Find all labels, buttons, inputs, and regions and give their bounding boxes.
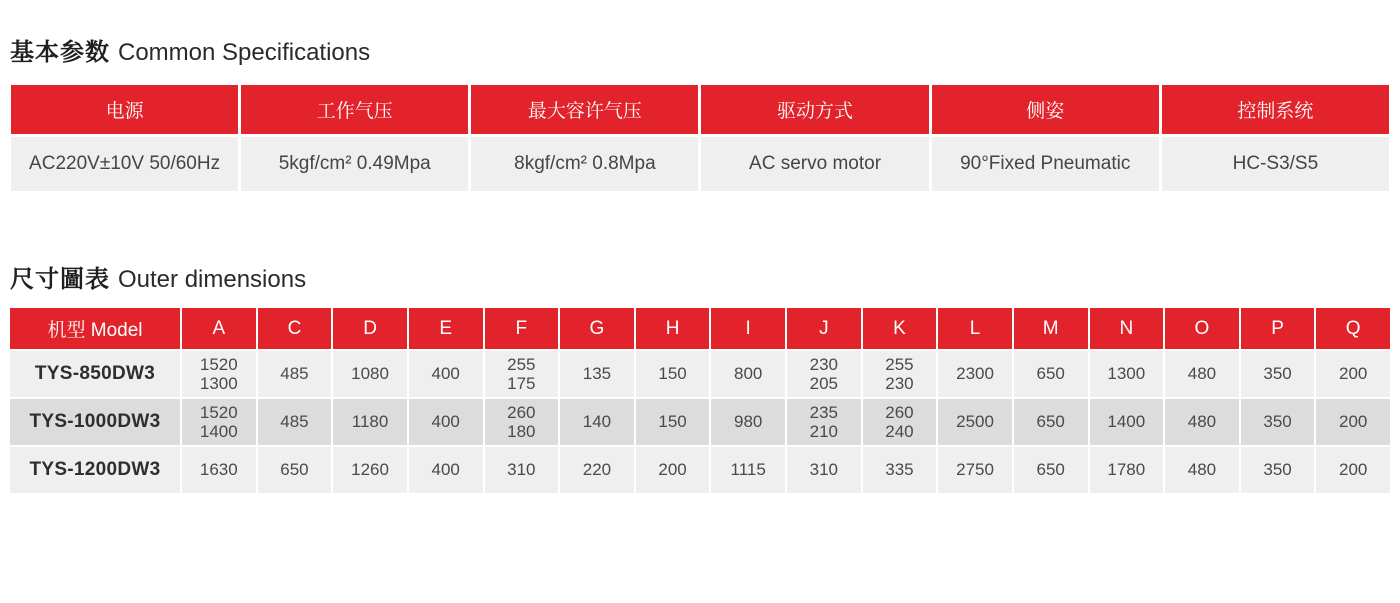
outer-dimensions-title-zh: 尺寸圖表 xyxy=(10,266,110,293)
dim-value: 1260 xyxy=(332,446,408,494)
dim-value: 1520 1400 xyxy=(181,398,257,446)
dim-header-G: G xyxy=(559,307,635,350)
spec-header-working-pressure: 工作气压 xyxy=(240,84,470,136)
dim-value: 230 205 xyxy=(786,350,862,398)
dim-value: 1630 xyxy=(181,446,257,494)
dim-header-D: D xyxy=(332,307,408,350)
dim-value: 400 xyxy=(408,446,484,494)
dimensions-header-row xyxy=(9,307,1391,350)
dim-value: 310 xyxy=(484,446,560,494)
dim-header-Q: Q xyxy=(1315,307,1391,350)
common-specifications-table xyxy=(8,82,1392,194)
dim-value: 485 xyxy=(257,398,333,446)
dim-value: 480 xyxy=(1164,446,1240,494)
dim-value: 800 xyxy=(710,350,786,398)
table-row-tys-1000dw3 xyxy=(9,398,1391,446)
dim-value: 1115 xyxy=(710,446,786,494)
dim-value: 200 xyxy=(1315,446,1391,494)
spec-value-side-posture: 90°Fixed Pneumatic xyxy=(930,136,1160,193)
dim-value: 1780 xyxy=(1089,446,1165,494)
dim-value: 480 xyxy=(1164,398,1240,446)
dim-value: 235 210 xyxy=(786,398,862,446)
spec-value-power: AC220V±10V 50/60Hz xyxy=(10,136,240,193)
dim-header-N: N xyxy=(1089,307,1165,350)
model-name: TYS-1000DW3 xyxy=(9,398,181,446)
dim-header-A: A xyxy=(181,307,257,350)
dim-value: 200 xyxy=(1315,398,1391,446)
dim-header-I: I xyxy=(710,307,786,350)
dim-value: 400 xyxy=(408,398,484,446)
dim-value: 480 xyxy=(1164,350,1240,398)
dim-value: 135 xyxy=(559,350,635,398)
dim-value: 150 xyxy=(635,350,711,398)
dim-header-P: P xyxy=(1240,307,1316,350)
dim-value: 200 xyxy=(635,446,711,494)
spec-header-drive-mode: 驱动方式 xyxy=(700,84,930,136)
dim-header-E: E xyxy=(408,307,484,350)
dim-header-K: K xyxy=(862,307,938,350)
dim-value: 140 xyxy=(559,398,635,446)
dim-value: 980 xyxy=(710,398,786,446)
dim-header-M: M xyxy=(1013,307,1089,350)
common-specifications-title-en: Common Specifications xyxy=(118,39,371,66)
dim-value: 1080 xyxy=(332,350,408,398)
model-name: TYS-1200DW3 xyxy=(9,446,181,494)
common-specifications-title-zh: 基本参数 xyxy=(10,39,110,66)
dim-value: 1400 xyxy=(1089,398,1165,446)
dim-value: 485 xyxy=(257,350,333,398)
spec-header-control-system: 控制系统 xyxy=(1160,84,1390,136)
spec-value-max-pressure: 8kgf/cm² 0.8Mpa xyxy=(470,136,700,193)
spec-header-max-pressure: 最大容许气压 xyxy=(470,84,700,136)
spec-value-row xyxy=(10,136,1391,193)
outer-dimensions-title-en: Outer dimensions xyxy=(118,266,307,293)
spec-value-control-system: HC-S3/S5 xyxy=(1160,136,1390,193)
spec-header-row xyxy=(10,84,1391,136)
dim-header-O: O xyxy=(1164,307,1240,350)
table-row-tys-850dw3 xyxy=(9,350,1391,398)
dim-header-C: C xyxy=(257,307,333,350)
dim-header-L: L xyxy=(937,307,1013,350)
dim-value: 1520 1300 xyxy=(181,350,257,398)
dim-value: 650 xyxy=(1013,398,1089,446)
dim-value: 150 xyxy=(635,398,711,446)
dim-value: 350 xyxy=(1240,398,1316,446)
dim-value: 2750 xyxy=(937,446,1013,494)
outer-dimensions-table xyxy=(8,306,1392,495)
dim-value: 2300 xyxy=(937,350,1013,398)
dim-value: 1300 xyxy=(1089,350,1165,398)
dim-value: 310 xyxy=(786,446,862,494)
dim-value: 400 xyxy=(408,350,484,398)
dim-value: 260 240 xyxy=(862,398,938,446)
dim-header-F: F xyxy=(484,307,560,350)
dim-value: 350 xyxy=(1240,446,1316,494)
dim-value: 1180 xyxy=(332,398,408,446)
dim-value: 650 xyxy=(1013,350,1089,398)
dim-value: 650 xyxy=(257,446,333,494)
dim-header-J: J xyxy=(786,307,862,350)
dim-value: 350 xyxy=(1240,350,1316,398)
dim-value: 335 xyxy=(862,446,938,494)
dim-value: 2500 xyxy=(937,398,1013,446)
outer-dimensions-title xyxy=(0,265,306,295)
table-row-tys-1200dw3 xyxy=(9,446,1391,494)
dim-header-H: H xyxy=(635,307,711,350)
spec-value-drive-mode: AC servo motor xyxy=(700,136,930,193)
dim-value: 255 230 xyxy=(862,350,938,398)
spec-header-power: 电源 xyxy=(10,84,240,136)
common-specifications-title xyxy=(0,38,370,68)
dim-header-model: 机型 Model xyxy=(9,307,181,350)
dim-value: 260 180 xyxy=(484,398,560,446)
dim-value: 255 175 xyxy=(484,350,560,398)
spec-value-working-pressure: 5kgf/cm² 0.49Mpa xyxy=(240,136,470,193)
dim-value: 650 xyxy=(1013,446,1089,494)
dim-value: 200 xyxy=(1315,350,1391,398)
spec-header-side-posture: 侧姿 xyxy=(930,84,1160,136)
dim-value: 220 xyxy=(559,446,635,494)
model-name: TYS-850DW3 xyxy=(9,350,181,398)
